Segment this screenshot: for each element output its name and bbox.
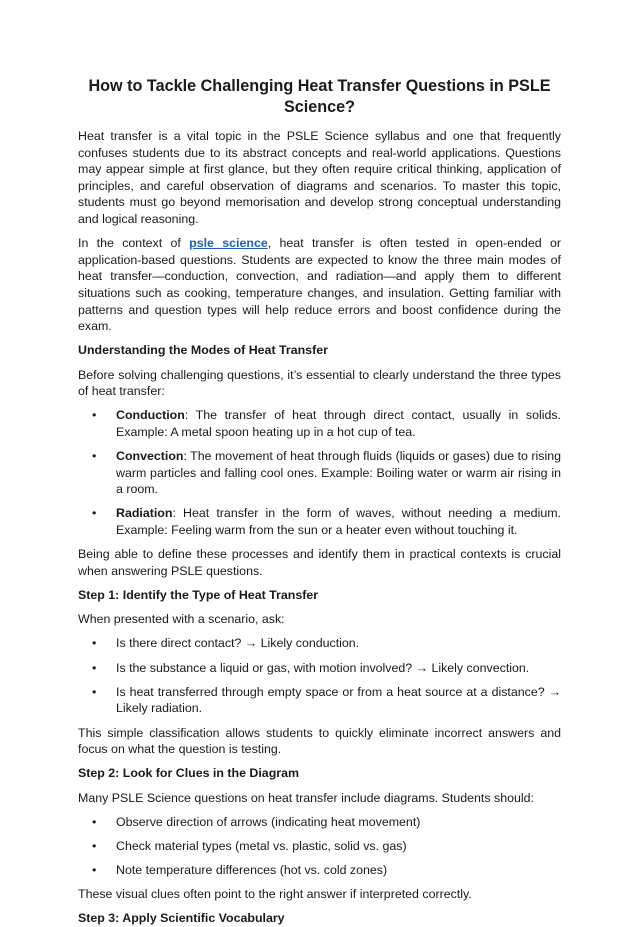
list-item-radiation <box>78 505 561 538</box>
step1-list <box>78 635 561 717</box>
bullet-icon: • <box>92 684 97 699</box>
step2-outro: These visual clues often point to the right answer if interpreted correctly. <box>78 887 472 902</box>
modes-intro: Before solving challenging questions, it’s essential to clearly understand the three types of heat transfer: <box>78 367 561 399</box>
context-paragraph <box>78 235 561 335</box>
list-item <box>78 838 561 855</box>
bullet-icon: • <box>92 863 97 878</box>
modes-list <box>78 407 561 538</box>
list-item-text: Observe direction of arrows (indicating heat movement) <box>116 814 421 829</box>
definition-convection: : The movement of heat through fluids (liquids or gases) due to rising warm particles and falling cool ones. Example: Boiling water or warm air rising in a room. <box>116 449 561 497</box>
bullet-icon: • <box>92 660 97 675</box>
bullet-icon: • <box>92 408 97 423</box>
psle-science-link[interactable]: psle science <box>189 236 268 251</box>
list-item-text: Is heat transferred through empty space or from a heat source at a distance? → Likely radiation. <box>116 684 561 716</box>
section-heading-step2: Step 2: Look for Clues in the Diagram <box>78 766 299 781</box>
section-heading-modes: Understanding the Modes of Heat Transfer <box>78 343 328 358</box>
intro-paragraph: Heat transfer is a vital topic in the PSLE Science syllabus and one that frequently confuses students due to its abstract concepts and real-world applications. Questions may appear simple at first glance, but they often require critical thinking, application of principles, and careful observation of diagrams and scenarios. To master this topic, students must go beyond memorisation and develop strong conceptual understanding and logical reasoning. <box>78 129 561 226</box>
section-heading-step1: Step 1: Identify the Type of Heat Transfer <box>78 588 319 602</box>
step2-list <box>78 814 561 879</box>
context-text-after-link: , heat transfer is often tested in open-ended or application-based questions. Students are expected to know the three main modes of heat transfer—conduction, convection, and radiation—and apply them to different situations such as cooking, temperature changes, and insulation. Getting familiar with patterns and question types will help reduce errors and boost confidence during the exam. <box>78 236 561 334</box>
definition-conduction: : The transfer of heat through direct contact, usually in solids. Example: A metal spoon heating up in a hot cup of tea. <box>116 408 561 439</box>
section-heading-step3: Step 3: Apply Scientific Vocabulary <box>78 911 285 926</box>
bullet-icon: • <box>92 838 97 853</box>
list-item-text: Check material types (metal vs. plastic, solid vs. gas) <box>116 838 407 853</box>
list-item <box>78 635 561 652</box>
bullet-icon: • <box>92 449 97 464</box>
step1-intro: When presented with a scenario, ask: <box>78 612 285 627</box>
step2-intro: Many PSLE Science questions on heat transfer include diagrams. Students should: <box>78 790 534 805</box>
bullet-icon: • <box>92 814 97 829</box>
list-item <box>78 684 561 717</box>
context-text-before-link: In the context of <box>78 236 190 251</box>
list-item <box>78 862 561 879</box>
list-item-text: Note temperature differences (hot vs. cold zones) <box>116 863 388 878</box>
term-radiation: Radiation <box>116 506 173 521</box>
bullet-icon: • <box>92 506 97 521</box>
list-item-conduction <box>78 407 561 440</box>
definition-radiation: : Heat transfer in the form of waves, without needing a medium. Example: Feeling warm from the sun or a heater even without touching it. <box>116 506 561 538</box>
list-item <box>78 660 561 677</box>
list-item-convection <box>78 448 561 498</box>
list-item-text: Is the substance a liquid or gas, with motion involved? → Likely convection. <box>116 660 530 675</box>
modes-outro: Being able to define these processes and identify them in practical contexts is crucial when answering PSLE questions. <box>78 547 561 578</box>
term-convection: Convection <box>116 449 184 464</box>
term-conduction: Conduction <box>116 408 185 423</box>
list-item <box>78 814 561 831</box>
bullet-icon: • <box>92 636 97 651</box>
step1-outro: This simple classification allows students to quickly eliminate incorrect answers and focus on what the question is testing. <box>78 725 561 757</box>
list-item-text: Is there direct contact? → Likely conduction. <box>116 636 360 651</box>
page-title: How to Tackle Challenging Heat Transfer Questions in PSLE Science? <box>88 77 551 116</box>
